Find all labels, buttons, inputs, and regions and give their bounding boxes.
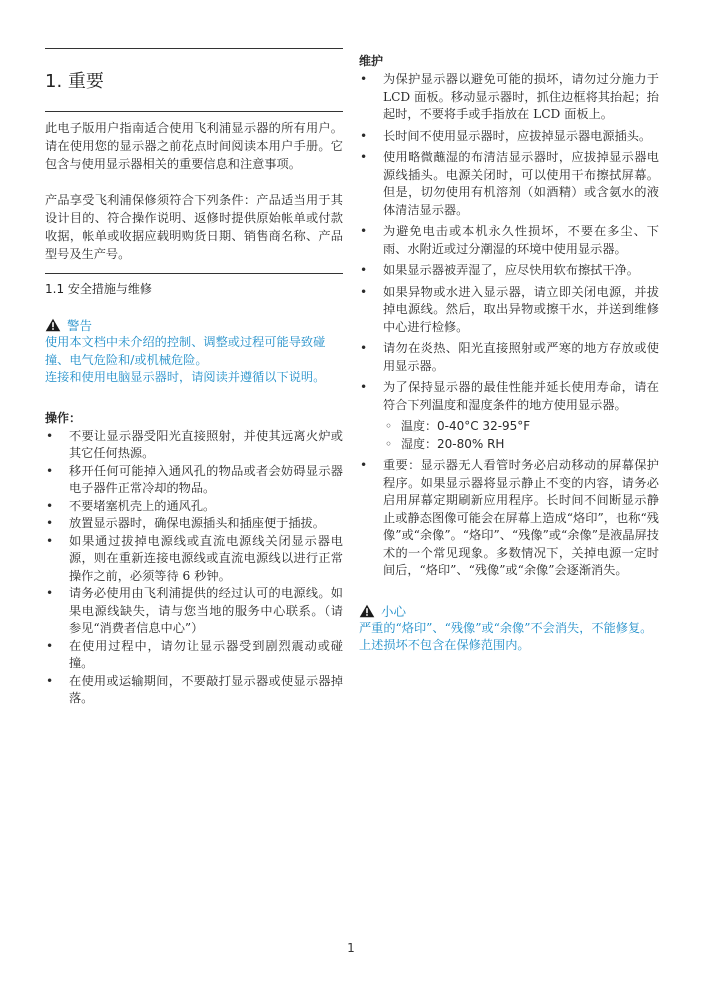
maintenance-list xyxy=(359,71,659,580)
intro-paragraph: 此电子版用户指南适合使用飞利浦显示器的所有用户。请在使用您的显示器之前花点时间阅读本用户手册。它包含与使用显示器相关的重要信息和注意事项。 xyxy=(45,121,343,171)
maintenance-title: 维护 xyxy=(359,54,384,68)
list-item: • 在使用或运输期间，不要敲打显示器或使显示器掉落。 xyxy=(45,673,343,708)
list-item-text: 为了保持显示器的最佳性能并延长使用寿命，请在符合下列温度和湿度条件的地方使用显示器。 xyxy=(383,380,659,412)
page-title: 1. 重要 xyxy=(45,71,104,92)
caution-icon xyxy=(359,604,375,618)
caution-header xyxy=(359,602,659,620)
left-column xyxy=(45,48,343,708)
page-number: 1 xyxy=(347,941,355,955)
list-item: • 放置显示器时，确保电源插头和插座便于插拔。 xyxy=(45,515,343,533)
warning-icon xyxy=(45,318,61,332)
operation-title: 操作： xyxy=(45,410,82,425)
list-item: • 如果异物或水进入显示器，请立即关闭电源，并拔掉电源线。然后，取出异物或擦干水，并送到维修中心进行检修。 xyxy=(359,284,659,337)
list-item-important: • 重要：显示器无人看管时务必启动移动的屏幕保护程序。如果显示器将显示静止不变的内容，请务必启用屏幕定期刷新应用程序。长时间不间断显示静止或静态图像可能会在屏幕上造成“烙印”，也称“残像”或“余像”。“烙印”、“残像”或“余像”是液晶屏技术的一个常见现象。多数情况下，关掉电源一定时间后，“烙印”、“残像”或“余像”会逐渐消失。 xyxy=(359,457,659,580)
operation-list xyxy=(45,428,343,708)
list-item: • 移开任何可能掉入通风孔的物品或者会妨碍显示器电子器件正常冷却的物品。 xyxy=(45,463,343,498)
list-item: • 在使用过程中，请勿让显示器受到剧烈震动或碰撞。 xyxy=(45,638,343,673)
warning-header xyxy=(45,316,343,334)
warning-label: 警告 xyxy=(67,318,93,333)
list-item: • 为保护显示器以避免可能的损坏，请勿过分施力于 LCD 面板。移动显示器时，抓住边框将其抬起；抬起时，不要将手或手指放在 LCD 面板上。 xyxy=(359,71,659,124)
list-item xyxy=(359,379,659,453)
caution-label: 小心 xyxy=(381,603,407,619)
list-item: • 不要堵塞机壳上的通风孔。 xyxy=(45,498,343,516)
warranty-paragraph: 产品享受飞利浦保修须符合下列条件：产品适当用于其设计目的、符合操作说明、返修时提供原始帐单或付款收据，帐单或收据应载明购货日期、销售商名称、产品型号及生产号。 xyxy=(45,193,343,261)
warning-line: 使用本文档中未介绍的控制、调整或过程可能导致碰撞、电气危险和/或机械危险。 xyxy=(45,335,326,367)
list-item: • 使用略微蘸湿的布清洁显示器时，应拔掉显示器电源线插头。电源关闭时，可以使用干布擦拭屏幕。但是，切勿使用有机溶剂（如酒精）或含氨水的液体清洁显示器。 xyxy=(359,149,659,219)
list-item: • 如果显示器被弄湿了，应尽快用软布擦拭干净。 xyxy=(359,262,659,280)
list-item: • 如果通过拔掉电源线或直流电源线关闭显示器电源，则在重新连接电源线或直流电源线以进行正常操作之前，必须等待 6 秒钟。 xyxy=(45,533,343,586)
list-item: • 为避免电击或本机永久性损坏，不要在多尘、下雨、水附近或过分潮湿的环境中使用显示器。 xyxy=(359,223,659,258)
list-item: • 不要让显示器受阳光直接照射，并使其远离火炉或其它任何热源。 xyxy=(45,428,343,463)
condition-humidity: ◦ 湿度：20-80% RH xyxy=(383,435,659,453)
caution-text: 严重的“烙印”、“残像”或“余像”不会消失，不能修复。上述损坏不包含在保修范围内。 xyxy=(359,620,653,652)
list-item: • 长时间不使用显示器时，应拔掉显示器电源插头。 xyxy=(359,128,659,146)
conditions-list xyxy=(383,417,659,453)
right-column xyxy=(359,48,659,655)
warning-line: 连接和使用电脑显示器时，请阅读并遵循以下说明。 xyxy=(45,370,326,384)
condition-temperature: ◦ 温度：0-40°C 32-95°F xyxy=(383,417,659,435)
section-title: 1.1 安全措施与维修 xyxy=(45,282,152,296)
list-item: • 请务必使用由飞利浦提供的经过认可的电源线。如果电源线缺失，请与您当地的服务中心联系。（请参见“消费者信息中心”） xyxy=(45,585,343,638)
list-item: • 请勿在炎热、阳光直接照射或严寒的地方存放或使用显示器。 xyxy=(359,340,659,375)
